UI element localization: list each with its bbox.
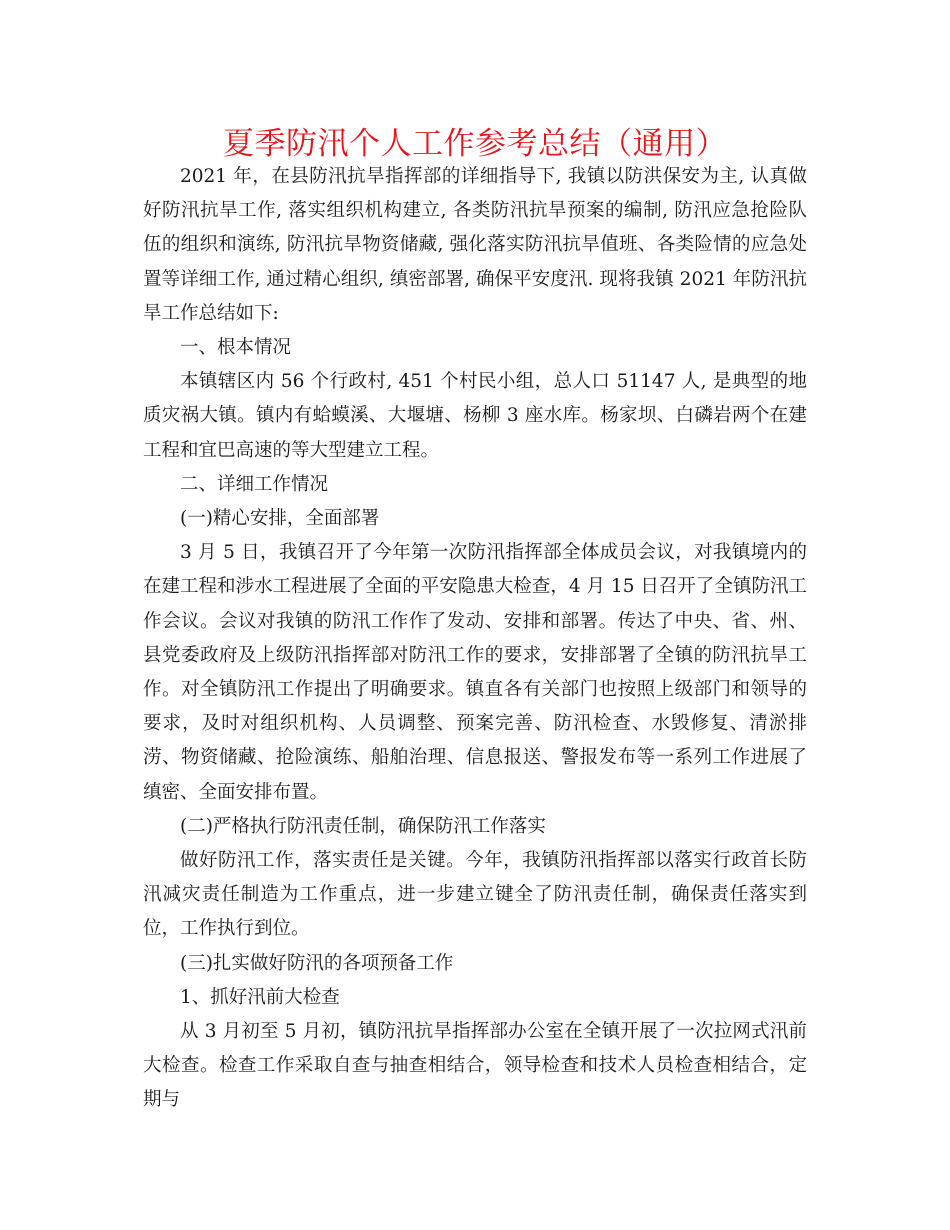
intro-paragraph: 2021 年，在县防汛抗旱指挥部的详细指导下, 我镇以防洪保安为主, 认真做好防汛抗旱工作, 落实组织机构建立, 各类防汛抗旱预案的编制, 防汛应急抢险队伍的组织和演练, 防汛抗旱物资储藏, 强化落实防汛抗旱值班、各类险情的应急处置等详细工作, 通过精心组织, 缜密部署, 确保平安度汛. 现将我镇 2021 年防汛抗旱工作总结如下: [143,166,807,324]
inspection-paragraph: 从 3 月初至 5 月初，镇防汛抗旱指挥部办公室在全镇开展了一次拉网式汛前大检查。检查工作采取自查与抽查相结合，领导检查和技术人员检查相结合，定期与 [143,1021,807,1111]
subsection-heading-2: (二)严格执行防汛责任制，确保防汛工作落实 [180,815,546,837]
subsection-heading-3: (三)扎实做好防汛的各项预备工作 [180,952,454,974]
item-heading-1: 1、抓好汛前大检查 [180,986,340,1008]
document-title: 夏季防汛个人工作参考总结（通用） [223,126,727,162]
responsibility-paragraph: 做好防汛工作，落实责任是关键。今年，我镇防汛指挥部以落实行政首长防汛减灾责任制造为工作重点，进一步建立键全了防汛责任制，确保责任落实到位，工作执行到位。 [143,850,807,940]
basic-situation-paragraph: 本镇辖区内 56 个行政村, 451 个村民小组，总人口 51147 人, 是典型的地质灾祸大镇。镇内有蛤蟆溪、大堰塘、杨柳 3 座水库。杨家坝、白磷岩两个在建工程和宜巴高速的等大型建立工程。 [143,371,807,461]
section-heading-work-details: 二、详细工作情况 [180,473,329,495]
section-heading-basic-situation: 一、根本情况 [180,337,292,359]
subsection-heading-1: (一)精心安排，全面部署 [180,508,380,530]
meeting-paragraph: 3 月 5 日，我镇召开了今年第一次防汛指挥部全体成员会议，对我镇境内的在建工程和涉水工程进展了全面的平安隐患大检查，4 月 15 日召开了全镇防汛工作会议。会议对我镇的防汛工作作了发动、安排和部署。传达了中央、省、州、县党委政府及上级防汛指挥部对防汛工作的要求，安排部署了全镇的防汛抗旱工作。对全镇防汛工作提出了明确要求。镇直各有关部门也按照上级部门和领导的要求，及时对组织机构、人员调整、预案完善、防汛检查、水毁修复、清淤排涝、物资储藏、抢险演练、船舶治理、信息报送、警报发布等一系列工作进展了缜密、全面安排布置。 [143,542,807,803]
document-body [143,160,807,1118]
